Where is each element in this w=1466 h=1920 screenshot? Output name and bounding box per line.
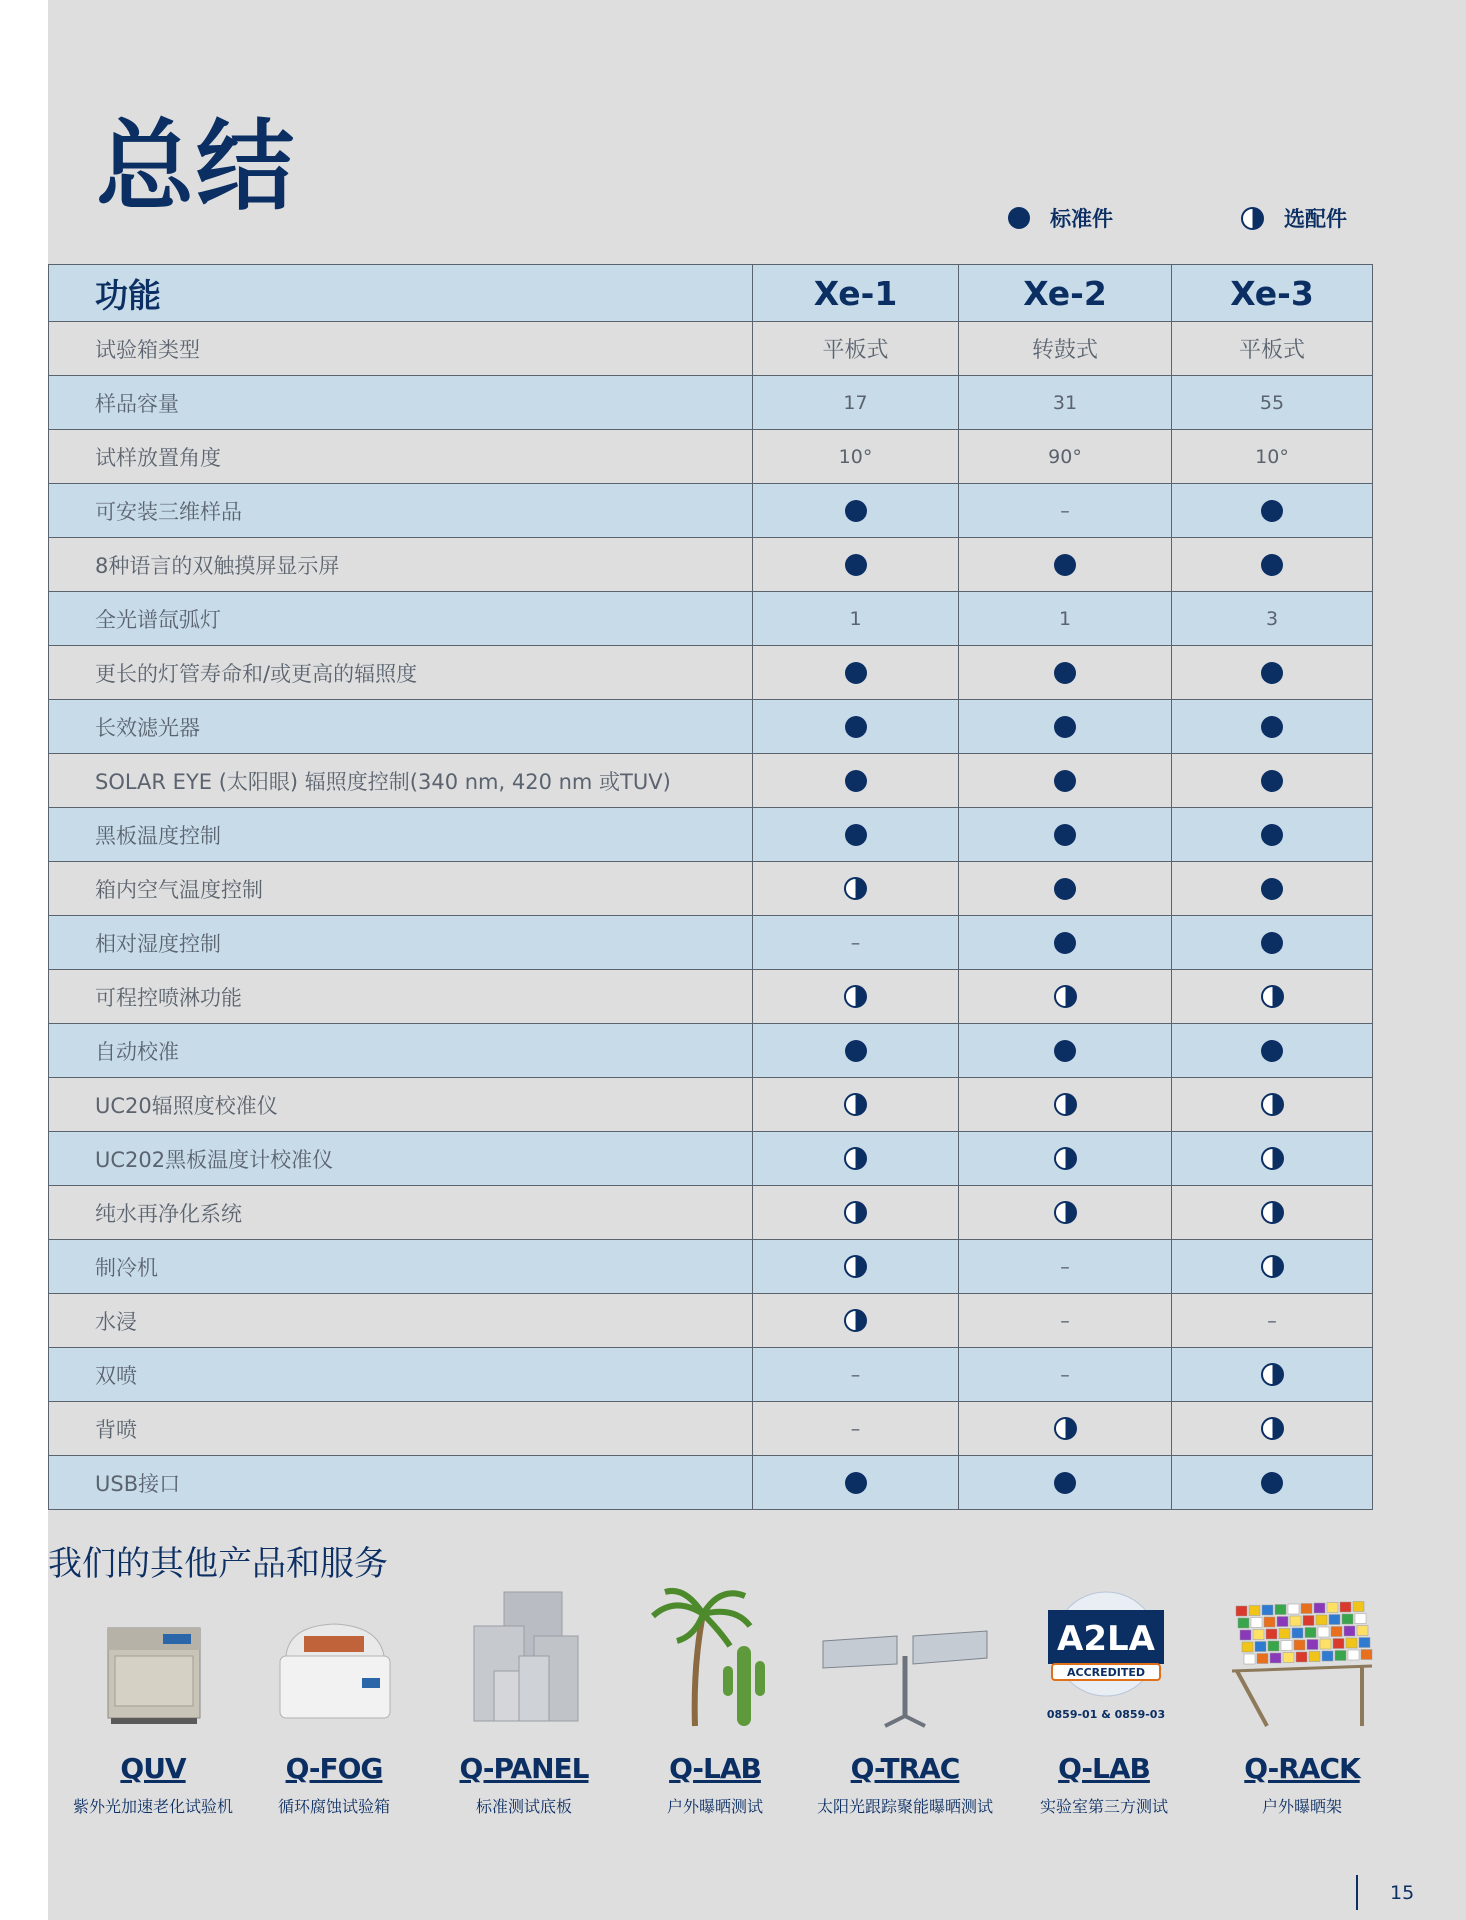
- product-desc: 标准测试底板: [475, 1797, 572, 1816]
- table-row: [49, 1132, 1373, 1186]
- value-cell: 90°: [959, 430, 1172, 484]
- table-row: [49, 1402, 1373, 1456]
- standard-indicator: [959, 862, 1172, 916]
- full-circle-icon: [1261, 878, 1283, 900]
- product-brand: Q-LAB: [669, 1752, 761, 1785]
- optional-indicator: [753, 1240, 959, 1294]
- rack-sample-tile: [1281, 1641, 1292, 1651]
- feature-cell: 全光谱氙弧灯: [49, 592, 753, 646]
- full-circle-icon: [1261, 500, 1283, 522]
- table-row: [49, 1186, 1373, 1240]
- legend-optional-label: 选配件: [1284, 207, 1347, 231]
- feature-cell: 相对湿度控制: [49, 916, 753, 970]
- standard-indicator: [959, 646, 1172, 700]
- half-circle-icon: [1054, 1147, 1077, 1170]
- standard-indicator: [753, 538, 959, 592]
- table-row: [49, 1078, 1373, 1132]
- a2la-accredited-icon: [1014, 1586, 1194, 1736]
- half-circle-icon: [1054, 1417, 1077, 1440]
- table-row: [49, 592, 1373, 646]
- optional-indicator: [753, 862, 959, 916]
- summary-table: [48, 264, 1373, 1510]
- feature-cell: 箱内空气温度控制: [49, 862, 753, 916]
- rack-sample-tile: [1238, 1618, 1249, 1628]
- rack-sample-tile: [1266, 1629, 1277, 1639]
- half-circle-icon: [844, 1201, 867, 1224]
- product-desc: 太阳光跟踪聚能曝晒测试: [816, 1797, 993, 1816]
- half-circle-icon: [1054, 985, 1077, 1008]
- rack-sample-tile: [1290, 1616, 1301, 1626]
- exposure-rack-icon: [1212, 1586, 1392, 1736]
- full-circle-icon: [845, 770, 867, 792]
- rack-sample-tile: [1268, 1641, 1279, 1651]
- rack-sample-tile: [1333, 1639, 1344, 1649]
- full-circle-icon: [1054, 662, 1076, 684]
- feature-cell: UC202黑板温度计校准仪: [49, 1132, 753, 1186]
- optional-indicator: [1172, 1078, 1373, 1132]
- value-cell: 55: [1172, 376, 1373, 430]
- header-xe1: Xe-1: [753, 265, 959, 322]
- rack-sample-tile: [1277, 1617, 1288, 1627]
- rack-sample-tile: [1236, 1606, 1247, 1616]
- optional-indicator: [1172, 1186, 1373, 1240]
- full-circle-icon: [1054, 716, 1076, 738]
- half-circle-icon: [1241, 207, 1264, 230]
- full-circle-icon: [1054, 554, 1076, 576]
- feature-cell: 试样放置角度: [49, 430, 753, 484]
- half-circle-icon: [1261, 1093, 1284, 1116]
- rack-sample-tile: [1307, 1640, 1318, 1650]
- value-cell: 10°: [753, 430, 959, 484]
- standard-indicator: [959, 538, 1172, 592]
- rack-sample-tile: [1327, 1603, 1338, 1613]
- table-row: [49, 484, 1373, 538]
- optional-indicator: [753, 970, 959, 1024]
- rack-sample-tile: [1244, 1654, 1255, 1664]
- other-products-title: 我们的其他产品和服务: [48, 1544, 388, 1584]
- standard-indicator: [959, 1024, 1172, 1078]
- optional-indicator: [959, 1078, 1172, 1132]
- rack-sample-tile: [1305, 1628, 1316, 1638]
- optional-indicator: [959, 1186, 1172, 1240]
- optional-indicator: [959, 1132, 1172, 1186]
- standard-indicator: [959, 754, 1172, 808]
- rack-sample-tile: [1249, 1606, 1260, 1616]
- feature-cell: 试验箱类型: [49, 322, 753, 376]
- half-circle-icon: [1261, 1417, 1284, 1440]
- half-circle-icon: [1054, 1093, 1077, 1116]
- value-cell: –: [959, 1240, 1172, 1294]
- legend-standard: [1008, 203, 1113, 233]
- feature-cell: 长效滤光器: [49, 700, 753, 754]
- table-header-row: [49, 265, 1373, 322]
- rack-sample-tile: [1329, 1615, 1340, 1625]
- uv-chamber-icon: [63, 1586, 243, 1736]
- table-row: [49, 754, 1373, 808]
- value-cell: –: [753, 1402, 959, 1456]
- standard-indicator: [959, 808, 1172, 862]
- standard-indicator: [1172, 916, 1373, 970]
- header-feature: 功能: [49, 265, 753, 322]
- standard-indicator: [1172, 646, 1373, 700]
- rack-sample-tile: [1357, 1626, 1368, 1636]
- full-circle-icon: [1261, 1472, 1283, 1494]
- half-circle-icon: [844, 1309, 867, 1332]
- legend-standard-label: 标准件: [1050, 207, 1113, 231]
- accreditation-code: 0859-01 & 0859-03: [1046, 1708, 1166, 1721]
- rack-sample-tile: [1318, 1627, 1329, 1637]
- standard-indicator: [1172, 754, 1373, 808]
- feature-cell: 背喷: [49, 1402, 753, 1456]
- rack-sample-tile: [1340, 1602, 1351, 1612]
- feature-cell: 制冷机: [49, 1240, 753, 1294]
- value-cell: 1: [753, 592, 959, 646]
- full-circle-icon: [1054, 1040, 1076, 1062]
- products-strip: [48, 1586, 1406, 1886]
- standard-indicator: [1172, 1456, 1373, 1510]
- value-cell: 17: [753, 376, 959, 430]
- half-circle-icon: [844, 1147, 867, 1170]
- standard-indicator: [753, 1456, 959, 1510]
- rack-sample-tile: [1344, 1626, 1355, 1636]
- product-desc: 实验室第三方测试: [1039, 1797, 1168, 1816]
- rack-sample-tile: [1275, 1605, 1286, 1615]
- table-row: [49, 916, 1373, 970]
- page-number: 15: [1390, 1882, 1415, 1904]
- full-circle-icon: [845, 824, 867, 846]
- feature-cell: 样品容量: [49, 376, 753, 430]
- optional-indicator: [753, 1186, 959, 1240]
- rack-sample-tile: [1316, 1615, 1327, 1625]
- full-circle-icon: [1054, 932, 1076, 954]
- rack-sample-tile: [1279, 1629, 1290, 1639]
- rack-sample-tile: [1342, 1614, 1353, 1624]
- rack-sample-tile: [1348, 1650, 1359, 1660]
- rack-sample-tile: [1257, 1654, 1268, 1664]
- optional-indicator: [959, 1402, 1172, 1456]
- value-cell: 3: [1172, 592, 1373, 646]
- standard-indicator: [753, 754, 959, 808]
- value-cell: –: [959, 484, 1172, 538]
- full-circle-icon: [845, 1040, 867, 1062]
- optional-indicator: [1172, 970, 1373, 1024]
- rack-sample-tile: [1359, 1638, 1370, 1648]
- rack-sample-tile: [1283, 1653, 1294, 1663]
- product-desc: 户外曝晒架: [1261, 1797, 1342, 1816]
- standard-indicator: [753, 808, 959, 862]
- product-brand: Q-FOG: [285, 1752, 383, 1785]
- value-cell: 10°: [1172, 430, 1373, 484]
- test-panels-icon: [434, 1586, 614, 1736]
- rack-sample-tile: [1296, 1652, 1307, 1662]
- table-row: [49, 538, 1373, 592]
- product-brand: QUV: [120, 1752, 186, 1785]
- feature-cell: 可安装三维样品: [49, 484, 753, 538]
- standard-indicator: [753, 646, 959, 700]
- full-circle-icon: [1054, 878, 1076, 900]
- standard-indicator: [1172, 484, 1373, 538]
- full-circle-icon: [845, 662, 867, 684]
- feature-cell: 纯水再净化系统: [49, 1186, 753, 1240]
- value-cell: 平板式: [1172, 322, 1373, 376]
- half-circle-icon: [1261, 1363, 1284, 1386]
- rack-sample-tile: [1361, 1650, 1372, 1660]
- rack-sample-tile: [1309, 1652, 1320, 1662]
- table-row: [49, 1348, 1373, 1402]
- rack-sample-tile: [1294, 1640, 1305, 1650]
- optional-indicator: [753, 1132, 959, 1186]
- feature-cell: 更长的灯管寿命和/或更高的辐照度: [49, 646, 753, 700]
- rack-sample-tile: [1301, 1604, 1312, 1614]
- feature-cell: 可程控喷淋功能: [49, 970, 753, 1024]
- header-xe3: Xe-3: [1172, 265, 1373, 322]
- rack-sample-tile: [1314, 1603, 1325, 1613]
- rack-sample-tile: [1322, 1651, 1333, 1661]
- value-cell: 31: [959, 376, 1172, 430]
- product-desc: 循环腐蚀试验箱: [277, 1797, 390, 1816]
- value-cell: –: [959, 1294, 1172, 1348]
- product-desc: 户外曝晒测试: [666, 1797, 763, 1816]
- feature-cell: 自动校准: [49, 1024, 753, 1078]
- rack-sample-tile: [1335, 1651, 1346, 1661]
- full-circle-icon: [1261, 662, 1283, 684]
- full-circle-icon: [1054, 770, 1076, 792]
- page-title: 总结: [96, 110, 297, 224]
- full-circle-icon: [845, 716, 867, 738]
- table-row: [49, 1456, 1373, 1510]
- full-circle-icon: [1261, 1040, 1283, 1062]
- full-circle-icon: [1261, 554, 1283, 576]
- value-cell: –: [1172, 1294, 1373, 1348]
- rack-sample-tile: [1262, 1605, 1273, 1615]
- full-circle-icon: [1008, 207, 1030, 229]
- half-circle-icon: [844, 1093, 867, 1116]
- page-number-divider: [1356, 1875, 1358, 1910]
- value-cell: –: [753, 1348, 959, 1402]
- rack-sample-tile: [1353, 1602, 1364, 1612]
- value-cell: 转鼓式: [959, 322, 1172, 376]
- optional-indicator: [959, 970, 1172, 1024]
- full-circle-icon: [1261, 932, 1283, 954]
- full-circle-icon: [1261, 824, 1283, 846]
- standard-indicator: [1172, 862, 1373, 916]
- half-circle-icon: [844, 1255, 867, 1278]
- standard-indicator: [959, 916, 1172, 970]
- product-desc: 紫外光加速老化试验机: [72, 1797, 233, 1816]
- table-row: [49, 970, 1373, 1024]
- half-circle-icon: [1261, 1201, 1284, 1224]
- half-circle-icon: [1261, 1147, 1284, 1170]
- standard-indicator: [1172, 700, 1373, 754]
- standard-indicator: [753, 484, 959, 538]
- half-circle-icon: [1054, 1201, 1077, 1224]
- feature-cell: SOLAR EYE (太阳眼) 辐照度控制(340 nm, 420 nm 或TUV): [49, 754, 753, 808]
- product-brand: Q-RACK: [1244, 1752, 1360, 1785]
- half-circle-icon: [844, 877, 867, 900]
- fog-chamber-icon: [244, 1586, 424, 1736]
- feature-cell: 黑板温度控制: [49, 808, 753, 862]
- table-row: [49, 646, 1373, 700]
- standard-indicator: [1172, 808, 1373, 862]
- full-circle-icon: [845, 1472, 867, 1494]
- optional-indicator: [753, 1078, 959, 1132]
- standard-indicator: [1172, 538, 1373, 592]
- table-row: [49, 1294, 1373, 1348]
- rack-sample-tile: [1255, 1642, 1266, 1652]
- rack-sample-tile: [1270, 1653, 1281, 1663]
- legend-optional: [1241, 203, 1347, 233]
- rack-sample-tile: [1288, 1604, 1299, 1614]
- palm-cactus-icon: [625, 1586, 805, 1736]
- table-row: [49, 430, 1373, 484]
- optional-indicator: [1172, 1132, 1373, 1186]
- rack-sample-tile: [1331, 1627, 1342, 1637]
- feature-cell: UC20辐照度校准仪: [49, 1078, 753, 1132]
- rack-sample-tile: [1292, 1628, 1303, 1638]
- svg-text:A2LA: A2LA: [1057, 1619, 1155, 1659]
- product-brand: Q-LAB: [1058, 1752, 1150, 1785]
- standard-indicator: [753, 700, 959, 754]
- rack-sample-tile: [1240, 1630, 1251, 1640]
- header-xe2: Xe-2: [959, 265, 1172, 322]
- rack-sample-tile: [1303, 1616, 1314, 1626]
- feature-cell: 水浸: [49, 1294, 753, 1348]
- rack-sample-tile: [1264, 1617, 1275, 1627]
- half-circle-icon: [1261, 1255, 1284, 1278]
- full-circle-icon: [845, 500, 867, 522]
- value-cell: –: [753, 916, 959, 970]
- value-cell: –: [959, 1348, 1172, 1402]
- table-row: [49, 862, 1373, 916]
- standard-indicator: [959, 1456, 1172, 1510]
- feature-cell: 8种语言的双触摸屏显示屏: [49, 538, 753, 592]
- half-circle-icon: [1261, 985, 1284, 1008]
- table-row: [49, 376, 1373, 430]
- product-brand: Q-PANEL: [459, 1752, 589, 1785]
- rack-sample-tile: [1251, 1618, 1262, 1628]
- table-row: [49, 808, 1373, 862]
- rack-sample-tile: [1346, 1638, 1357, 1648]
- full-circle-icon: [1054, 1472, 1076, 1494]
- feature-cell: USB接口: [49, 1456, 753, 1510]
- half-circle-icon: [844, 985, 867, 1008]
- solar-tracker-icon: [815, 1586, 995, 1736]
- table-row: [49, 1024, 1373, 1078]
- standard-indicator: [1172, 1024, 1373, 1078]
- product-brand: Q-TRAC: [850, 1752, 960, 1785]
- full-circle-icon: [845, 554, 867, 576]
- rack-sample-tile: [1320, 1639, 1331, 1649]
- optional-indicator: [753, 1294, 959, 1348]
- full-circle-icon: [1261, 770, 1283, 792]
- optional-indicator: [1172, 1240, 1373, 1294]
- feature-cell: 双喷: [49, 1348, 753, 1402]
- full-circle-icon: [1054, 824, 1076, 846]
- standard-indicator: [753, 1024, 959, 1078]
- rack-sample-tile: [1253, 1630, 1264, 1640]
- standard-indicator: [959, 700, 1172, 754]
- table-row: [49, 700, 1373, 754]
- optional-indicator: [1172, 1402, 1373, 1456]
- value-cell: 1: [959, 592, 1172, 646]
- optional-indicator: [1172, 1348, 1373, 1402]
- accredited-label: ACCREDITED: [1066, 1666, 1146, 1679]
- value-cell: 平板式: [753, 322, 959, 376]
- table-row: [49, 322, 1373, 376]
- rack-sample-tile: [1355, 1614, 1366, 1624]
- table-row: [49, 1240, 1373, 1294]
- rack-sample-tile: [1242, 1642, 1253, 1652]
- full-circle-icon: [1261, 716, 1283, 738]
